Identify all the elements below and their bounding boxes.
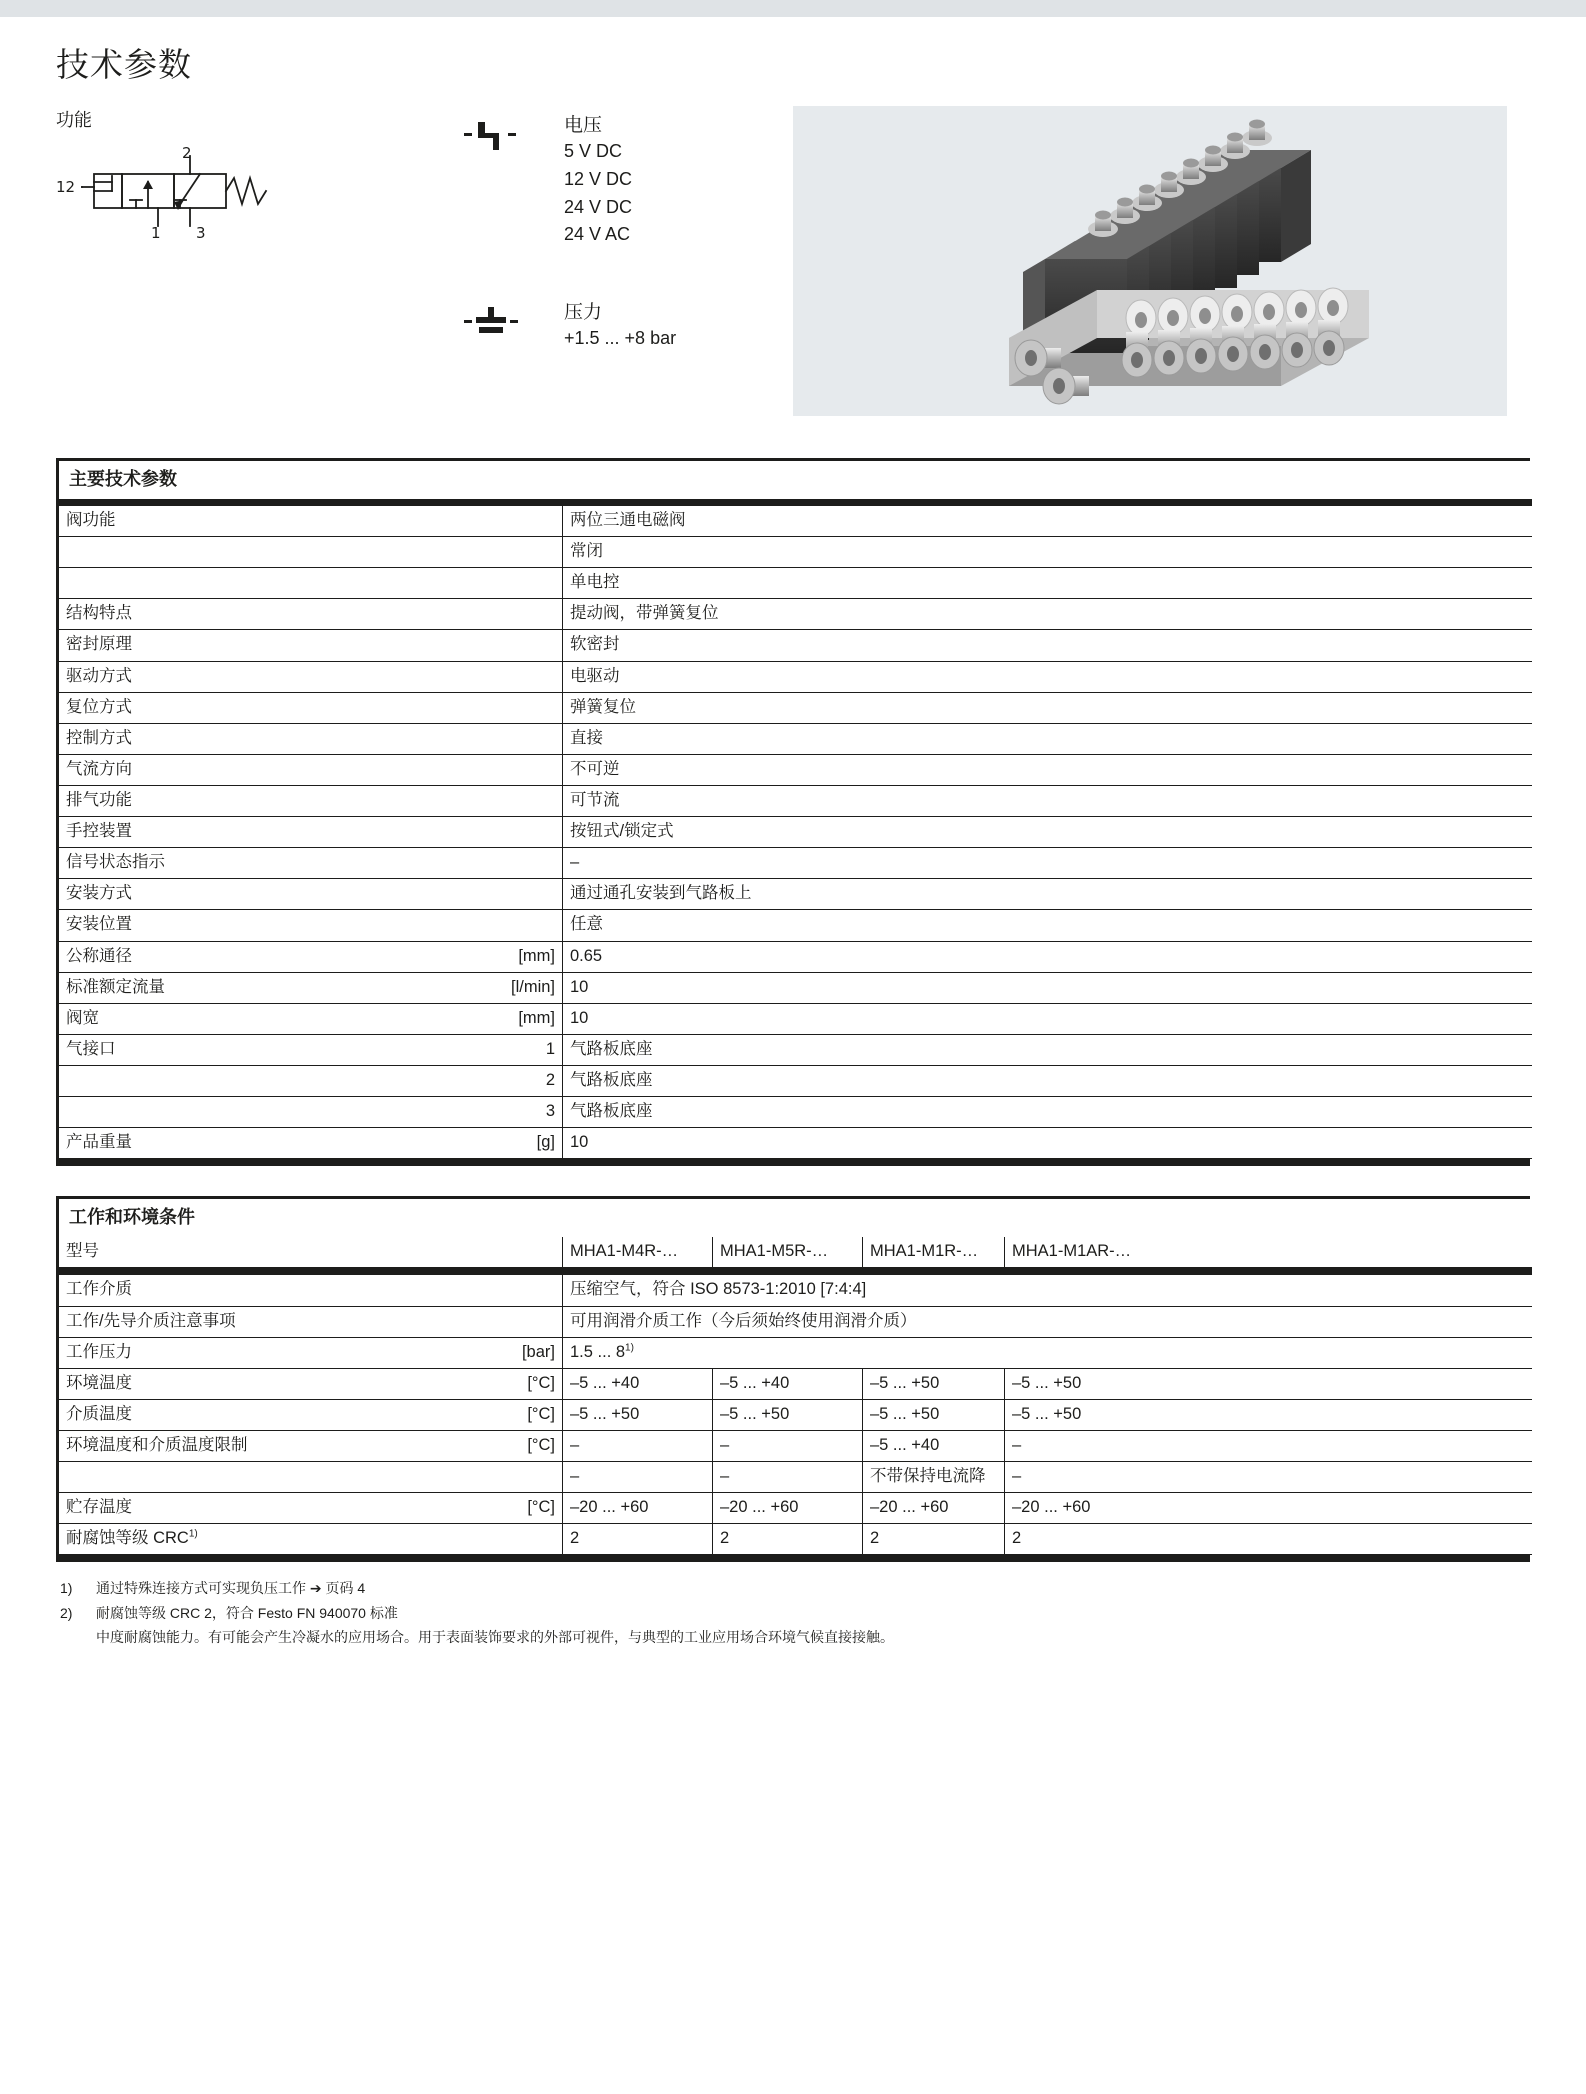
row-unit [473, 568, 563, 599]
row-value: –5 ... +50 [863, 1368, 1005, 1399]
table-row [58, 1368, 1532, 1399]
footnote-text: 通过特殊连接方式可实现负压工作 ➔ 页码 4 [96, 1580, 366, 1597]
row-value: 可节流 [563, 785, 1532, 816]
row-value: – [1005, 1430, 1532, 1461]
row-label: 标准额定流量 [58, 972, 473, 1003]
row-unit: [l/min] [473, 972, 563, 1003]
table-row [58, 599, 1532, 630]
row-value: 单电控 [563, 568, 1532, 599]
row-unit: [mm] [473, 1003, 563, 1034]
row-value: 气路板底座 [563, 1034, 1532, 1065]
row-value: – [1005, 1462, 1532, 1493]
row-label [58, 1097, 473, 1128]
row-value: 2 [713, 1524, 863, 1555]
table-row [58, 1337, 1532, 1368]
row-label: 公称通径 [58, 941, 473, 972]
model-name: MHA1-M1R-… [863, 1237, 1005, 1268]
spec-heading: 压力 [564, 302, 603, 324]
table-row [58, 506, 1532, 537]
row-label: 驱动方式 [58, 661, 473, 692]
row-value: – [563, 848, 1532, 879]
row-value: 软密封 [563, 630, 1532, 661]
table-row [58, 1430, 1532, 1461]
spec-heading: 电压 [564, 115, 603, 136]
row-unit [473, 506, 563, 537]
row-label [58, 568, 473, 599]
row-unit [473, 1462, 563, 1493]
row-value: 直接 [563, 723, 1532, 754]
pressure-icon [464, 303, 550, 341]
row-label: 阀宽 [58, 1003, 473, 1034]
row-unit: [°C] [473, 1368, 563, 1399]
row-label: 安装位置 [58, 910, 473, 941]
table-bottom-rule [56, 1159, 1530, 1166]
footnote-text: 耐腐蚀等级 CRC 2，符合 Festo FN 940070 标准 [96, 1604, 398, 1621]
env-conditions-table [56, 1237, 1532, 1555]
main-technical-table-wrap [56, 458, 1530, 1166]
footnote-item [56, 1601, 1530, 1626]
row-value: 两位三通电磁阀 [563, 506, 1532, 537]
row-value: – [713, 1462, 863, 1493]
row-value: 0.65 [563, 941, 1532, 972]
spec-block-pressure [464, 301, 794, 353]
row-value: 压缩空气，符合 ISO 8573-1:2010 [7:4:4] [563, 1275, 1532, 1306]
model-name: MHA1-M5R-… [713, 1237, 863, 1268]
row-value-pressure [563, 1337, 1532, 1368]
row-label: 工作介质 [58, 1275, 473, 1306]
row-label: 结构特点 [58, 599, 473, 630]
port-label-2: 2 [182, 146, 192, 162]
row-value: –5 ... +40 [713, 1368, 863, 1399]
row-value: –20 ... +60 [1005, 1493, 1532, 1524]
row-unit [473, 599, 563, 630]
row-value: –5 ... +50 [1005, 1368, 1532, 1399]
function-column [56, 106, 326, 236]
row-label [58, 1065, 473, 1096]
row-label: 复位方式 [58, 692, 473, 723]
table-row [58, 754, 1532, 785]
row-label [58, 537, 473, 568]
row-value: 任意 [563, 910, 1532, 941]
port-label-3: 3 [196, 224, 206, 238]
row-label: 工作/先导介质注意事项 [58, 1306, 473, 1337]
row-unit: 1 [473, 1034, 563, 1065]
row-label: 产品重量 [58, 1128, 473, 1159]
model-name: MHA1-M4R-… [563, 1237, 713, 1268]
row-unit [473, 1275, 563, 1306]
spec-value: 24 V DC [564, 196, 633, 217]
table-rule [58, 499, 1532, 506]
row-value: 可用润滑介质工作（今后须始终使用润滑介质） [563, 1306, 1532, 1337]
row-value: 弹簧复位 [563, 692, 1532, 723]
table-row [58, 1275, 1532, 1306]
row-value: 气路板底座 [563, 1097, 1532, 1128]
row-unit [473, 1306, 563, 1337]
row-label: 环境温度和介质温度限制 [58, 1430, 473, 1461]
row-label: 手控装置 [58, 817, 473, 848]
table-row [58, 941, 1532, 972]
row-value: 常闭 [563, 537, 1532, 568]
row-value: –20 ... +60 [713, 1493, 863, 1524]
row-label-crc [58, 1524, 473, 1555]
spec-column [464, 114, 794, 387]
table-row [58, 723, 1532, 754]
page-top-band [0, 0, 1586, 17]
table-row [58, 1462, 1532, 1493]
port-label-1: 1 [151, 224, 161, 238]
table-row [58, 1097, 1532, 1128]
row-label: 气流方向 [58, 754, 473, 785]
row-value: –5 ... +50 [1005, 1399, 1532, 1430]
table-row [58, 879, 1532, 910]
footnote-number: 2) [60, 1604, 73, 1621]
footnotes [56, 1576, 1530, 1650]
row-value: 气路板底座 [563, 1065, 1532, 1096]
table-row [58, 848, 1532, 879]
row-unit [473, 723, 563, 754]
row-label: 排气功能 [58, 785, 473, 816]
row-value: –5 ... +50 [563, 1399, 713, 1430]
table-row [58, 692, 1532, 723]
row-value: –20 ... +60 [563, 1493, 713, 1524]
row-value: –5 ... +50 [713, 1399, 863, 1430]
main-table-title: 主要技术参数 [56, 458, 1530, 499]
row-value: 不带保持电流降 [863, 1462, 1005, 1493]
row-value: –20 ... +60 [863, 1493, 1005, 1524]
function-label: 功能 [56, 110, 92, 130]
row-value: 10 [563, 1003, 1532, 1034]
row-value: 通过通孔安装到气路板上 [563, 879, 1532, 910]
row-value: – [713, 1430, 863, 1461]
row-unit: [bar] [473, 1337, 563, 1368]
table-row [58, 972, 1532, 1003]
table-rule [58, 1268, 1532, 1276]
table-row [58, 537, 1532, 568]
row-value: 电驱动 [563, 661, 1532, 692]
row-unit [473, 754, 563, 785]
row-value: –5 ... +40 [863, 1430, 1005, 1461]
table-row [58, 1399, 1532, 1430]
row-unit [473, 537, 563, 568]
row-value: –5 ... +50 [863, 1399, 1005, 1430]
feature-row [56, 106, 1530, 436]
row-label: 贮存温度 [58, 1493, 473, 1524]
row-unit: [°C] [473, 1430, 563, 1461]
row-label: 气接口 [58, 1034, 473, 1065]
pressure-range: 1.5 ... 8 [570, 1342, 626, 1361]
row-value: – [563, 1430, 713, 1461]
spec-value: 12 V DC [564, 168, 633, 189]
row-unit [473, 785, 563, 816]
row-value: 2 [863, 1524, 1005, 1555]
row-unit: [g] [473, 1128, 563, 1159]
table-row [58, 1128, 1532, 1159]
row-unit [473, 630, 563, 661]
row-label: 阀功能 [58, 506, 473, 537]
model-header-row [58, 1237, 1532, 1268]
row-value: 2 [563, 1524, 713, 1555]
row-unit: [°C] [473, 1399, 563, 1430]
row-label: 工作压力 [58, 1337, 473, 1368]
row-label: 耐腐蚀等级 CRC [66, 1529, 189, 1548]
document-page [0, 17, 1586, 2094]
row-value: 不可逆 [563, 754, 1532, 785]
valve-schematic-symbol [56, 146, 286, 236]
voltage-step-icon [464, 116, 550, 154]
row-label: 安装方式 [58, 879, 473, 910]
spec-value: 24 V AC [564, 224, 631, 245]
row-unit [473, 848, 563, 879]
footnote-subtext: 中度耐腐蚀能力。有可能会产生冷凝水的应用场合。用于表面装饰要求的外部可视件，与典型的工业应用场合环境气候直接接触。 [96, 1629, 894, 1646]
row-value: 按钮式/锁定式 [563, 817, 1532, 848]
row-unit [473, 1524, 563, 1555]
table-row [58, 1034, 1532, 1065]
port-label-12: 12 [56, 178, 76, 196]
table-row [58, 785, 1532, 816]
page-title: 技术参数 [56, 45, 192, 84]
row-label: 信号状态指示 [58, 848, 473, 879]
footnote-marker: 1) [188, 1528, 198, 1540]
env-table-wrap [56, 1196, 1530, 1562]
footnote-number: 1) [60, 1580, 73, 1597]
row-unit [473, 879, 563, 910]
row-label: 密封原理 [58, 630, 473, 661]
spec-value: +1.5 ... +8 bar [564, 328, 677, 349]
row-unit: 3 [473, 1097, 563, 1128]
row-unit: [°C] [473, 1493, 563, 1524]
table-row [58, 1306, 1532, 1337]
table-row [58, 1065, 1532, 1096]
model-name: MHA1-M1AR-… [1005, 1237, 1532, 1268]
row-value: – [563, 1462, 713, 1493]
row-value: 提动阀，带弹簧复位 [563, 599, 1532, 630]
table-row [58, 1493, 1532, 1524]
table-row [58, 910, 1532, 941]
row-unit [473, 817, 563, 848]
row-label: 介质温度 [58, 1399, 473, 1430]
table-row [58, 630, 1532, 661]
spec-block-voltage [464, 114, 794, 249]
row-unit: [mm] [473, 941, 563, 972]
table-row [58, 817, 1532, 848]
row-label: 控制方式 [58, 723, 473, 754]
footnote-marker: 1) [625, 1342, 634, 1354]
product-photo [793, 106, 1507, 416]
table-bottom-rule [56, 1555, 1530, 1562]
table-row [58, 1524, 1532, 1555]
row-value: 10 [563, 972, 1532, 1003]
row-label: 环境温度 [58, 1368, 473, 1399]
table-row [58, 1003, 1532, 1034]
row-value: 2 [1005, 1524, 1532, 1555]
row-unit: 2 [473, 1065, 563, 1096]
row-value: 10 [563, 1128, 1532, 1159]
row-label [58, 1462, 473, 1493]
footnote-item [56, 1576, 1530, 1601]
row-unit [473, 692, 563, 723]
table-row [58, 661, 1532, 692]
main-technical-table [56, 499, 1532, 1159]
row-unit [473, 910, 563, 941]
table-row [58, 568, 1532, 599]
spec-value: 5 V DC [564, 140, 623, 161]
env-table-title: 工作和环境条件 [56, 1196, 1530, 1237]
model-row-label: 型号 [58, 1237, 473, 1268]
row-unit [473, 661, 563, 692]
row-value: –5 ... +40 [563, 1368, 713, 1399]
